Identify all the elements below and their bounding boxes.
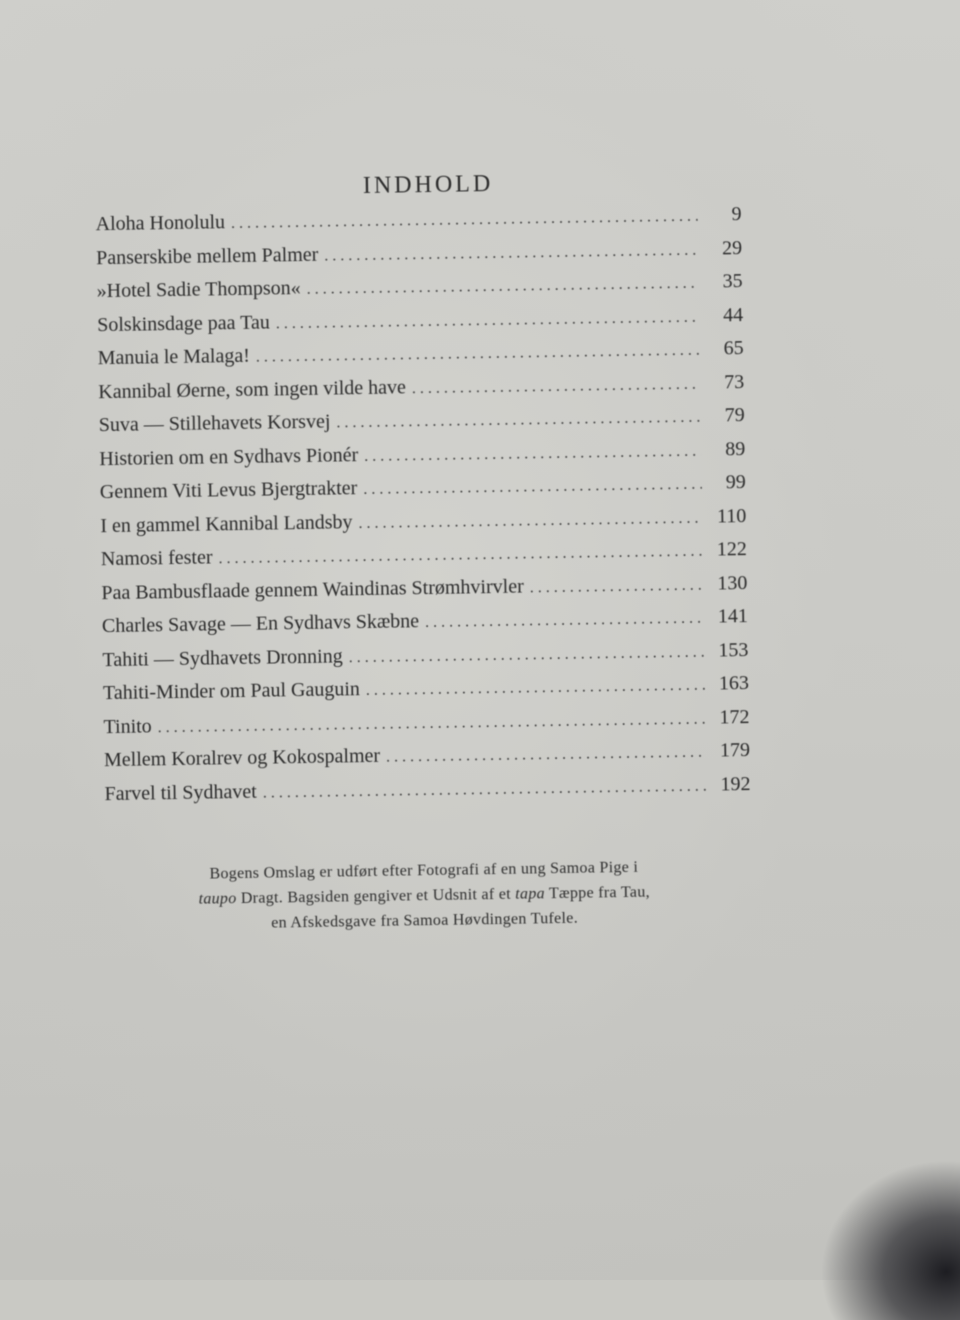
toc-entry-title: Solskinsdage paa Tau: [97, 310, 271, 336]
toc-page-number: 122: [716, 538, 747, 561]
toc-page-number: 179: [719, 739, 751, 762]
toc-page-number: 172: [719, 705, 750, 728]
toc-page-number: 65: [723, 337, 744, 360]
toc-leader-dots: [425, 610, 704, 632]
toc-page-number: 89: [725, 437, 746, 460]
toc-leader-dots: [364, 442, 701, 465]
toc-leader-dots: [530, 576, 704, 597]
toc-leader-dots: [363, 476, 702, 499]
toc-page-number: 9: [731, 203, 742, 226]
toc-entry-title: Panserskibe mellem Palmer: [95, 243, 319, 269]
toc-leader-dots: [358, 509, 702, 532]
toc-leader-dots: [158, 710, 706, 737]
toc-entry-title: Tahiti — Sydhavets Dronning: [102, 644, 343, 671]
toc-page-number: 110: [716, 504, 747, 527]
toc-leader-dots: [366, 677, 705, 700]
toc-page-number: 79: [724, 404, 745, 427]
note-italic-taupo: taupo: [198, 890, 237, 908]
toc-entry-title: Namosi fester: [100, 546, 213, 571]
note-line-1: Bogens Omslag er udført efter Fotografi af en ung Samoa Pige i: [209, 858, 639, 883]
toc-leader-dots: [307, 275, 699, 299]
page-title: INDHOLD: [362, 170, 494, 200]
toc-page-number: 130: [717, 571, 748, 594]
toc-entry-title: Manuia le Malaga!: [97, 344, 251, 370]
toc-entry-title: Farvel til Sydhavet: [104, 780, 257, 805]
note-line-3: en Afskedsgave fra Samoa Høvdingen Tufele.: [271, 909, 579, 932]
note-line-2-a: Dragt. Bagsiden gengiver et Udsnit af et: [236, 885, 516, 908]
toc-entry-title: Tahiti-Minder om Paul Gauguin: [102, 678, 361, 705]
cover-note: [94, 853, 755, 938]
toc-entry-title: Aloha Honolulu: [95, 211, 226, 236]
toc-leader-dots: [386, 744, 706, 767]
toc-page-number: 99: [725, 471, 746, 494]
toc-leader-dots: [349, 643, 705, 667]
toc-entry-title: Historien om en Sydhavs Pionér: [99, 443, 359, 470]
toc-entry-title: Charles Savage — En Sydhavs Skæbne: [101, 610, 420, 638]
toc-entry-title: »Hotel Sadie Thompson«: [96, 277, 301, 303]
toc-page-number: 29: [721, 236, 743, 259]
toc-page-number: 35: [722, 270, 743, 293]
note-italic-tapa: tapa: [515, 885, 546, 903]
toc-page-number: 44: [722, 303, 744, 326]
toc-leader-dots: [218, 543, 703, 569]
toc-entry-title: Mellem Koralrev og Kokospalmer: [103, 744, 381, 772]
toc-entry-title: Paa Bambusflaade gennem Waindinas Strømhvirvler: [101, 575, 524, 604]
toc-entry-title: Kannibal Øerne, som ingen vilde have: [98, 375, 407, 403]
toc-page-number: 153: [718, 638, 749, 661]
toc-entry-title: I en gammel Kannibal Landsby: [100, 510, 353, 537]
toc-entry-title: Suva — Stillehavets Korsvej: [98, 410, 331, 437]
toc-entry-title: Tinito: [103, 714, 152, 738]
toc-leader-dots: [336, 409, 701, 433]
toc-leader-dots: [256, 342, 700, 367]
toc-leader-dots: [231, 208, 698, 233]
toc-leader-dots: [324, 241, 698, 265]
toc-page-number: 163: [718, 672, 750, 695]
toc-page-number: 73: [724, 370, 745, 393]
toc-leader-dots: [263, 777, 707, 802]
note-line-2-b: Tæppe fra Tau,: [544, 883, 650, 903]
toc-leader-dots: [276, 308, 700, 333]
toc-entry-title: Gennem Viti Levus Bjergtrakter: [99, 477, 358, 504]
toc-page-number: 141: [717, 605, 749, 628]
toc-page-number: 192: [720, 772, 751, 795]
corner-shadow: [820, 1160, 960, 1320]
table-of-contents: [95, 203, 750, 816]
toc-leader-dots: [412, 375, 701, 398]
